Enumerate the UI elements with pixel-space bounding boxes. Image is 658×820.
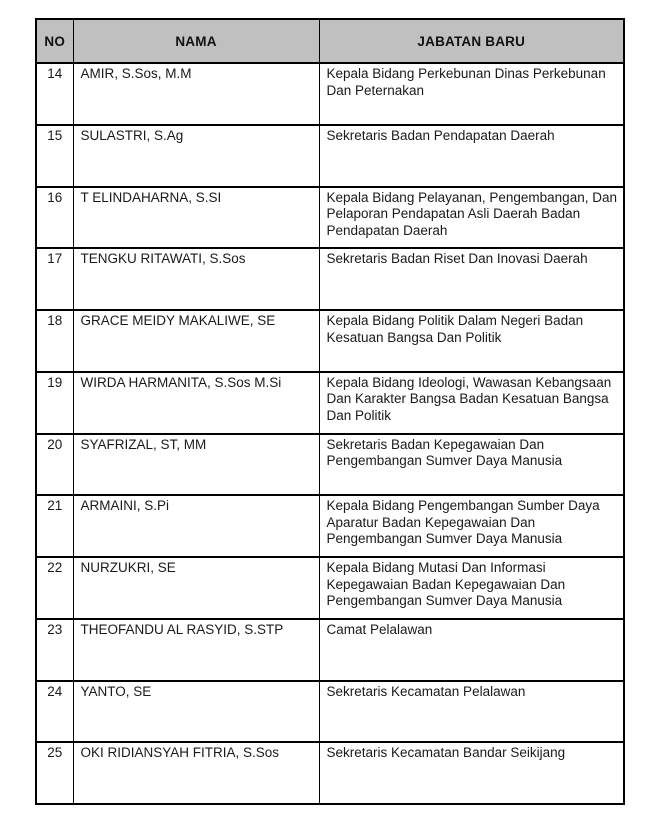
- cell-nama: WIRDA HARMANITA, S.Sos M.Si: [73, 372, 319, 434]
- cell-nama: ARMAINI, S.Pi: [73, 495, 319, 557]
- cell-nama: OKI RIDIANSYAH FITRIA, S.Sos: [73, 742, 319, 804]
- table-row: [36, 495, 624, 557]
- cell-jabatan: Sekretaris Kecamatan Pelalawan: [319, 681, 624, 743]
- cell-nama: TENGKU RITAWATI, S.Sos: [73, 248, 319, 310]
- cell-no: 22: [36, 557, 73, 619]
- cell-no: 15: [36, 125, 73, 187]
- table-row: [36, 557, 624, 619]
- cell-no: 17: [36, 248, 73, 310]
- cell-jabatan: Sekretaris Badan Kepegawaian Dan Pengembangan Sumver Daya Manusia: [319, 434, 624, 496]
- cell-nama: NURZUKRI, SE: [73, 557, 319, 619]
- appointments-table: [35, 18, 625, 805]
- cell-jabatan: Kepala Bidang Pelayanan, Pengembangan, Dan Pelaporan Pendapatan Asli Daerah Badan Pendapatan Daerah: [319, 187, 624, 249]
- cell-no: 25: [36, 742, 73, 804]
- cell-jabatan: Sekretaris Badan Riset Dan Inovasi Daerah: [319, 248, 624, 310]
- table-row: [36, 187, 624, 249]
- cell-jabatan: Kepala Bidang Perkebunan Dinas Perkebunan Dan Peternakan: [319, 63, 624, 125]
- cell-nama: SULASTRI, S.Ag: [73, 125, 319, 187]
- cell-jabatan: Sekretaris Badan Pendapatan Daerah: [319, 125, 624, 187]
- cell-no: 24: [36, 681, 73, 743]
- cell-jabatan: Kepala Bidang Pengembangan Sumber Daya Aparatur Badan Kepegawaian Dan Pengembangan Sumver Daya Manusia: [319, 495, 624, 557]
- cell-nama: GRACE MEIDY MAKALIWE, SE: [73, 310, 319, 372]
- cell-nama: T ELINDAHARNA, S.SI: [73, 187, 319, 249]
- table-body: [36, 63, 624, 804]
- table-row: [36, 63, 624, 125]
- cell-nama: YANTO, SE: [73, 681, 319, 743]
- cell-nama: THEOFANDU AL RASYID, S.STP: [73, 619, 319, 681]
- table-row: [36, 619, 624, 681]
- column-header-no: NO: [36, 19, 73, 63]
- cell-jabatan: Camat Pelalawan: [319, 619, 624, 681]
- table-row: [36, 681, 624, 743]
- table-row: [36, 742, 624, 804]
- table-row: [36, 248, 624, 310]
- table-row: [36, 125, 624, 187]
- cell-no: 20: [36, 434, 73, 496]
- cell-no: 19: [36, 372, 73, 434]
- cell-jabatan: Sekretaris Kecamatan Bandar Seikijang: [319, 742, 624, 804]
- cell-no: 18: [36, 310, 73, 372]
- cell-nama: SYAFRIZAL, ST, MM: [73, 434, 319, 496]
- table-row: [36, 434, 624, 496]
- cell-jabatan: Kepala Bidang Mutasi Dan Informasi Kepegawaian Badan Kepegawaian Dan Pengembangan Sumver Daya Manusia: [319, 557, 624, 619]
- cell-nama: AMIR, S.Sos, M.M: [73, 63, 319, 125]
- table-row: [36, 372, 624, 434]
- table-row: [36, 310, 624, 372]
- cell-jabatan: Kepala Bidang Ideologi, Wawasan Kebangsaan Dan Karakter Bangsa Badan Kesatuan Bangsa Dan Politik: [319, 372, 624, 434]
- cell-no: 21: [36, 495, 73, 557]
- cell-no: 16: [36, 187, 73, 249]
- column-header-jabatan: JABATAN BARU: [319, 19, 624, 63]
- table-header-row: [36, 19, 624, 63]
- cell-no: 14: [36, 63, 73, 125]
- column-header-nama: NAMA: [73, 19, 319, 63]
- cell-jabatan: Kepala Bidang Politik Dalam Negeri Badan Kesatuan Bangsa Dan Politik: [319, 310, 624, 372]
- cell-no: 23: [36, 619, 73, 681]
